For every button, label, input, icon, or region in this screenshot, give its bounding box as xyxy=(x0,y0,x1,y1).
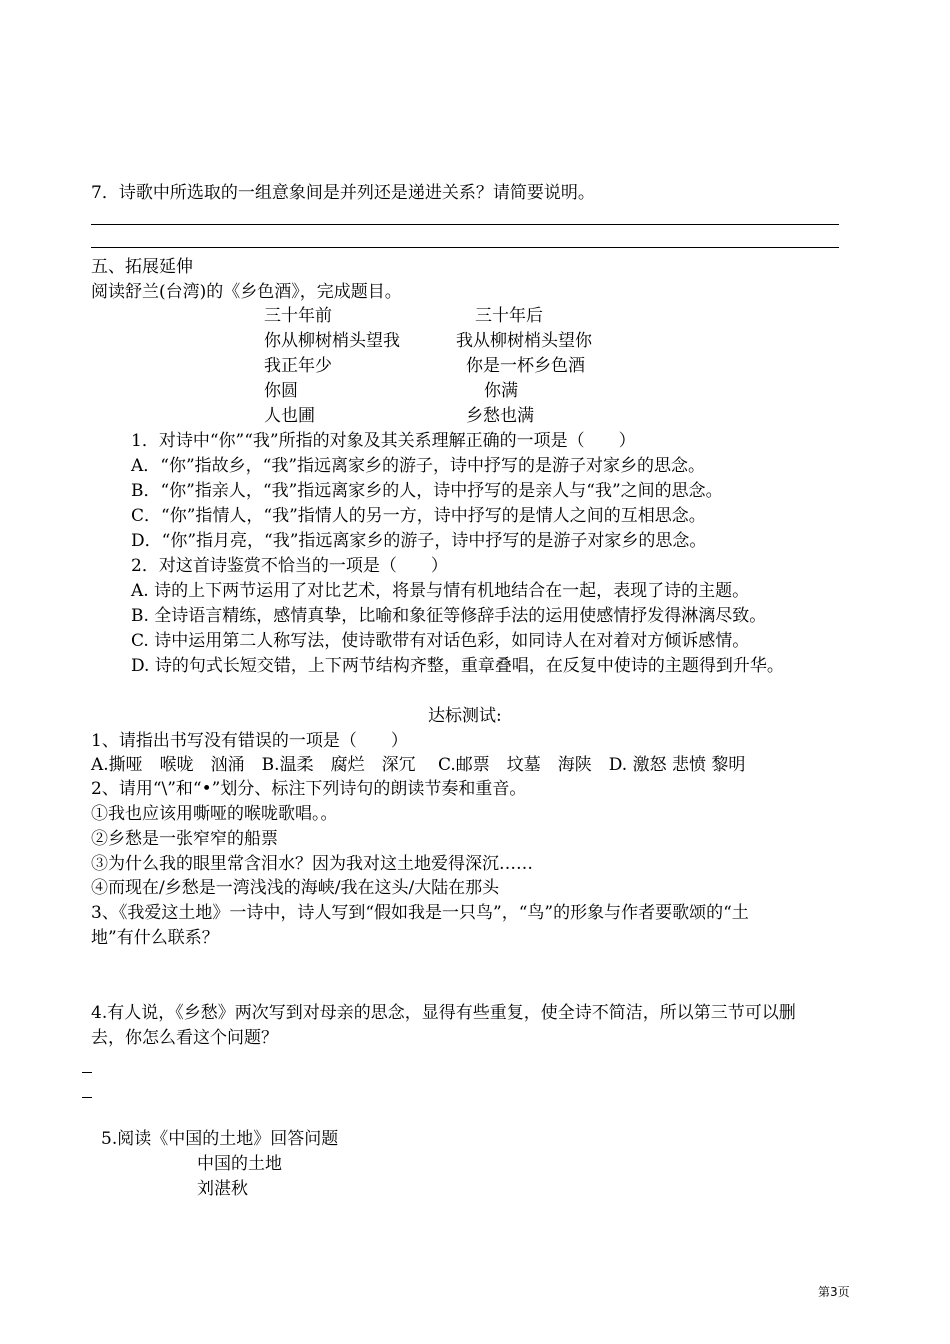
poem-right-line: 三十年后 xyxy=(475,306,543,326)
answer-line[interactable] xyxy=(91,224,839,225)
poem-left-line: 你圆 xyxy=(264,381,298,401)
poem-left-line: 人也圃 xyxy=(264,406,315,426)
poem-line-item: ①我也应该用嘶哑的喉咙歌唱。。 xyxy=(91,804,338,824)
poem-right-line: 乡愁也满 xyxy=(466,406,534,426)
poem-right-line: 你是一杯乡色酒 xyxy=(466,356,585,376)
test-question-5: 5.阅读《中国的土地》回答问题 xyxy=(101,1129,339,1149)
test-question-3-cont: 地”有什么联系？ xyxy=(91,928,219,948)
section-heading: 五、拓展延伸 xyxy=(91,257,193,277)
poem-left-line: 你从柳树梢头望我 xyxy=(264,331,400,351)
test-question-1: 1、请指出书写没有错误的一项是（ ） xyxy=(91,731,408,751)
poem-right-line: 你满 xyxy=(484,381,518,401)
mc-option: C. 诗中运用第二人称写法，使诗歌带有对话色彩，如同诗人在对着对方倾诉感情。 xyxy=(131,631,750,651)
mc-option: B．“你”指亲人，“我”指远离家乡的人，诗中抒写的是亲人与“我”之间的思念。 xyxy=(131,481,723,501)
answer-blank[interactable] xyxy=(82,1097,92,1098)
test-question-2: 2、请用“\”和“•”划分、标注下列诗句的朗读节奏和重音。 xyxy=(91,779,527,799)
page-number: 第3页 xyxy=(818,1285,850,1299)
mc-option: B. 全诗语言精练，感情真挚，比喻和象征等修辞手法的运用使感情抒发得淋漓尽致。 xyxy=(131,606,767,626)
mc-option: D. 诗的句式长短交错，上下两节结构齐整，重章叠唱，在反复中使诗的主题得到升华。 xyxy=(131,656,784,676)
mc-option: D．“你”指月亮，“我”指远离家乡的游子，诗中抒写的是游子对家乡的思念。 xyxy=(131,531,707,551)
test-question-4-cont: 去，你怎么看这个问题？ xyxy=(91,1028,278,1048)
answer-blank[interactable] xyxy=(82,1072,92,1073)
mc-option: C．“你”指情人，“我”指情人的另一方，诗中抒写的是情人之间的互相思念。 xyxy=(131,506,706,526)
answer-line[interactable] xyxy=(91,247,839,248)
poem-left-line: 我正年少 xyxy=(264,356,332,376)
test-question-4: 4.有人说，《乡愁》两次写到对母亲的思念，显得有些重复，使全诗不简洁，所以第三节可以删 xyxy=(91,1003,796,1023)
mc-question-stem: 2．对这首诗鉴赏不恰当的一项是（ ） xyxy=(131,556,448,576)
poem-line-item: ③为什么我的眼里常含泪水？因为我对这土地爱得深沉…… xyxy=(91,854,533,874)
mc-option: A．“你”指故乡，“我”指远离家乡的游子，诗中抒写的是游子对家乡的思念。 xyxy=(131,456,706,476)
reading-author: 刘湛秋 xyxy=(197,1179,248,1199)
poem-right-line: 我从柳树梢头望你 xyxy=(456,331,592,351)
mc-option: A. 诗的上下两节运用了对比艺术，将景与情有机地结合在一起，表现了诗的主题。 xyxy=(131,581,750,601)
poem-line-item: ④而现在/乡愁是一湾浅浅的海峡/我在这头/大陆在那头 xyxy=(91,878,500,898)
poem-left-line: 三十年前 xyxy=(264,306,332,326)
question-7: 7．诗歌中所选取的一组意象间是并列还是递进关系？请简要说明。 xyxy=(91,183,595,203)
mc-question-stem: 1．对诗中“你”“我”所指的对象及其关系理解正确的一项是（ ） xyxy=(131,431,636,451)
test-question-3: 3、《我爱这土地》一诗中，诗人写到“假如我是一只鸟”，“鸟”的形象与作者要歌颂的“土 xyxy=(91,903,749,923)
poem-line-item: ②乡愁是一张窄窄的船票 xyxy=(91,829,278,849)
test-question-1-options: A.撕哑 喉咙 汹涌 B.温柔 腐烂 深冗 C.邮票 坟墓 海陕 D. 激怒 悲愤 黎明 xyxy=(91,755,746,775)
reading-title: 中国的土地 xyxy=(197,1154,282,1174)
test-title: 达标测试: xyxy=(428,706,502,726)
reading-intro: 阅读舒兰(台湾)的《乡色酒》，完成题目。 xyxy=(91,282,402,302)
